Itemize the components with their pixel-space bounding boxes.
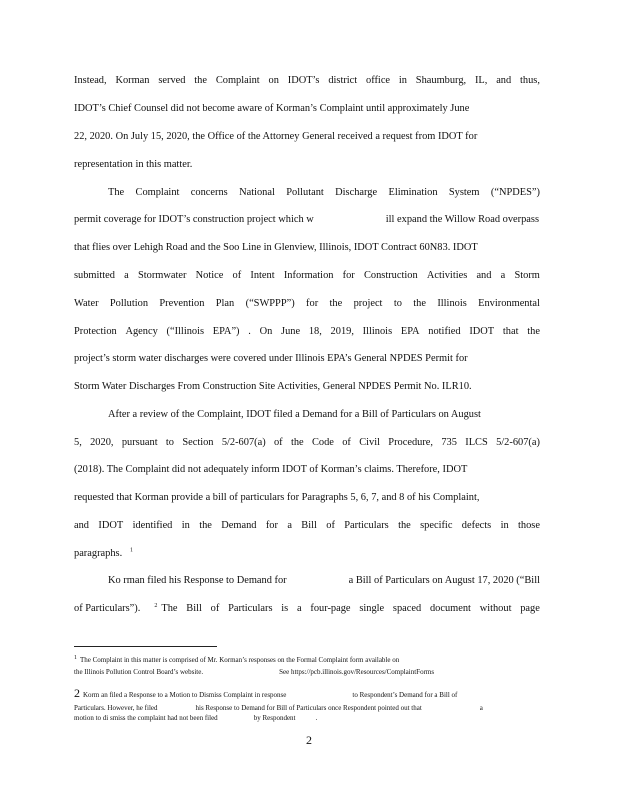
body-line — [74, 325, 540, 338]
word: IL, — [474, 75, 488, 86]
word: a — [500, 270, 506, 281]
word: 735 — [441, 437, 457, 448]
footnote-text: his Response to Demand for Bill of Particulars once Respondent pointed out that — [195, 704, 422, 712]
text-segment: Ko rman filed his Response to Demand for — [108, 575, 287, 586]
footnote-reference[interactable]: 1 — [129, 547, 133, 554]
footnote-2-line — [74, 714, 540, 723]
text-segment: a Bill of Particulars on August 17, 2020 (“Bill — [348, 575, 540, 586]
word: Complaint — [135, 187, 180, 198]
word: spaced — [392, 603, 422, 614]
word: of — [232, 270, 242, 281]
word: document — [429, 603, 471, 614]
text-segment — [161, 602, 540, 615]
word: concerns — [190, 187, 228, 198]
word: Construction — [363, 270, 418, 281]
body-line: project’s storm water discharges were covered under Illinois EPA’s General NPDES Permit for — [74, 353, 468, 364]
word: identified — [132, 520, 173, 531]
word: Code — [311, 437, 334, 448]
footnote-number: 1 — [74, 654, 77, 661]
word: of — [342, 437, 351, 448]
word: the — [398, 520, 411, 531]
word: the — [290, 437, 304, 448]
body-line — [74, 519, 540, 532]
word: the — [329, 298, 343, 309]
body-line: 22, 2020. On July 15, 2020, the Office of the Attorney General received a request from IDOT for — [74, 131, 478, 142]
word: the — [194, 75, 207, 86]
body-line — [74, 74, 540, 87]
footnote-text: Particulars. However, he filed — [74, 704, 158, 712]
word: Intent — [250, 270, 275, 281]
word: 5, — [74, 437, 82, 448]
body-line — [74, 547, 540, 560]
word: June — [281, 326, 301, 337]
body-line — [74, 213, 540, 226]
word: and — [74, 520, 90, 531]
word: and — [476, 270, 492, 281]
body-line — [74, 269, 540, 282]
word: 5/2-607(a) — [221, 437, 266, 448]
footnote-text: the Illinois Pollution Control Board’s website. — [74, 668, 204, 676]
word: 18, — [308, 326, 322, 337]
word: for — [265, 520, 278, 531]
word: a — [296, 603, 302, 614]
body-line: that flies over Lehigh Road and the Soo Line in Glenview, Illinois, IDOT Contract 60N83. IDOT — [74, 242, 478, 253]
word: 5/2-607(a) — [496, 437, 540, 448]
footnote-1-line — [74, 656, 540, 665]
word: (“NPDES”) — [490, 187, 540, 198]
page-number: 2 — [306, 733, 312, 747]
word: Civil — [359, 437, 380, 448]
word: Elimination — [388, 187, 438, 198]
word: Activities — [426, 270, 468, 281]
text-segment: ill expand the Willow Road overpass — [385, 214, 539, 225]
word: (“SWPPP”) — [245, 298, 295, 309]
word: The — [108, 187, 125, 198]
word: Complaint — [215, 75, 260, 86]
word: Particulars — [344, 520, 389, 531]
word: IDOT’s — [287, 75, 320, 86]
body-line — [74, 297, 540, 310]
footnote-separator — [74, 646, 217, 647]
word: to — [393, 298, 402, 309]
word: a — [124, 270, 129, 281]
word: and — [496, 75, 512, 86]
word: four-page — [310, 603, 351, 614]
word: thus, — [520, 75, 540, 86]
word: pursuant — [121, 437, 158, 448]
body-line: Storm Water Discharges From Construction Site Activities, General NPDES Permit No. ILR10. — [74, 381, 472, 392]
word: . — [248, 326, 251, 337]
word: Procedure, — [388, 437, 434, 448]
word: on — [268, 75, 279, 86]
footnote-1-line — [74, 668, 540, 677]
word: Plan — [215, 298, 235, 309]
word: IDOT — [469, 326, 495, 337]
word: Pollution — [109, 298, 149, 309]
footnote-text: Korm an filed a Response to a Motion to Dismiss Complaint in response — [83, 691, 287, 699]
footnote-link[interactable]: See https://pcb.illinois.gov/Resources/ComplaintForms — [279, 668, 435, 676]
body-line — [108, 574, 540, 587]
word: Demand — [221, 520, 257, 531]
word: office — [366, 75, 391, 86]
word: without — [479, 603, 512, 614]
word: in — [398, 75, 407, 86]
word: EPA — [400, 326, 420, 337]
word: district — [328, 75, 358, 86]
text-segment: of Particulars”). — [74, 603, 141, 614]
word: Discharge — [335, 187, 378, 198]
word: for — [306, 298, 319, 309]
text-segment: paragraphs. — [74, 548, 123, 559]
footnote-text: The Complaint in this matter is comprised of Mr. Korman’s responses on the Formal Complaint form available on — [80, 656, 400, 664]
word: Stormwater — [137, 270, 187, 281]
word: the — [527, 326, 540, 337]
word: 2020, — [90, 437, 114, 448]
word: EPA”) — [212, 326, 240, 337]
word: the — [199, 520, 212, 531]
body-line — [108, 186, 540, 199]
footnote-text: to Respondent’s Demand for a Bill of — [352, 691, 458, 699]
word: that — [502, 326, 519, 337]
word: Bill — [301, 520, 317, 531]
word: Particulars — [228, 603, 273, 614]
word: Shaumburg, — [415, 75, 467, 86]
word: of — [273, 437, 283, 448]
word: notified — [428, 326, 461, 337]
word: those — [518, 520, 540, 531]
word: The — [161, 603, 178, 614]
footnote-number: 2 — [74, 686, 80, 700]
word: of — [326, 520, 335, 531]
word: the — [413, 298, 426, 309]
word: to — [165, 437, 175, 448]
body-line: After a review of the Complaint, IDOT filed a Demand for a Bill of Particulars on August — [108, 409, 481, 420]
word: Illinois — [437, 298, 467, 309]
word: Information — [283, 270, 334, 281]
footnote-2-line — [74, 686, 540, 700]
word: served — [158, 75, 186, 86]
word: 2019, — [330, 326, 354, 337]
body-line: representation in this matter. — [74, 159, 193, 170]
word: Korman — [115, 75, 150, 86]
word: page — [520, 603, 540, 614]
word: Pollutant — [286, 187, 324, 198]
word: ILCS — [465, 437, 488, 448]
word: in — [181, 520, 190, 531]
footnote-text: a — [479, 704, 483, 712]
footnote-2-line — [74, 704, 540, 713]
word: submitted — [74, 270, 115, 281]
word: project — [353, 298, 383, 309]
word: IDOT — [98, 520, 124, 531]
word: System — [448, 187, 480, 198]
word: Environmental — [478, 298, 540, 309]
body-line — [74, 602, 540, 615]
word: defects — [461, 520, 492, 531]
word: Storm — [514, 270, 540, 281]
text-segment: permit coverage for IDOT’s construction project which w — [74, 214, 314, 225]
body-line: IDOT’s Chief Counsel did not become aware of Korman’s Complaint until approximately June — [74, 103, 470, 114]
word: a — [287, 520, 292, 531]
word: for — [342, 270, 355, 281]
word: Section — [182, 437, 214, 448]
footnote-text: by Respondent — [253, 714, 296, 722]
word: of — [210, 603, 220, 614]
footnote-reference[interactable]: 2 — [154, 603, 158, 609]
word: specific — [420, 520, 453, 531]
footnote-text: motion to di smiss the complaint had not been filed — [74, 714, 218, 722]
body-line — [74, 436, 540, 449]
word: Prevention — [159, 298, 205, 309]
word: Water — [74, 298, 99, 309]
word: single — [359, 603, 385, 614]
word: Agency — [125, 326, 158, 337]
body-line: (2018). The Complaint did not adequately inform IDOT of Korman’s claims. Therefore, IDOT — [74, 464, 468, 475]
footnote-text: . — [315, 714, 318, 722]
word: Notice — [195, 270, 224, 281]
word: National — [239, 187, 275, 198]
word: Protection — [74, 326, 117, 337]
body-line: requested that Korman provide a bill of particulars for Paragraphs 5, 6, 7, and 8 of his Complaint, — [74, 492, 480, 503]
word: in — [500, 520, 509, 531]
word: On — [259, 326, 273, 337]
word: Instead, — [74, 75, 107, 86]
word: Bill — [186, 603, 202, 614]
word: Illinois — [362, 326, 393, 337]
word: (“Illinois — [166, 326, 205, 337]
word: is — [281, 603, 289, 614]
